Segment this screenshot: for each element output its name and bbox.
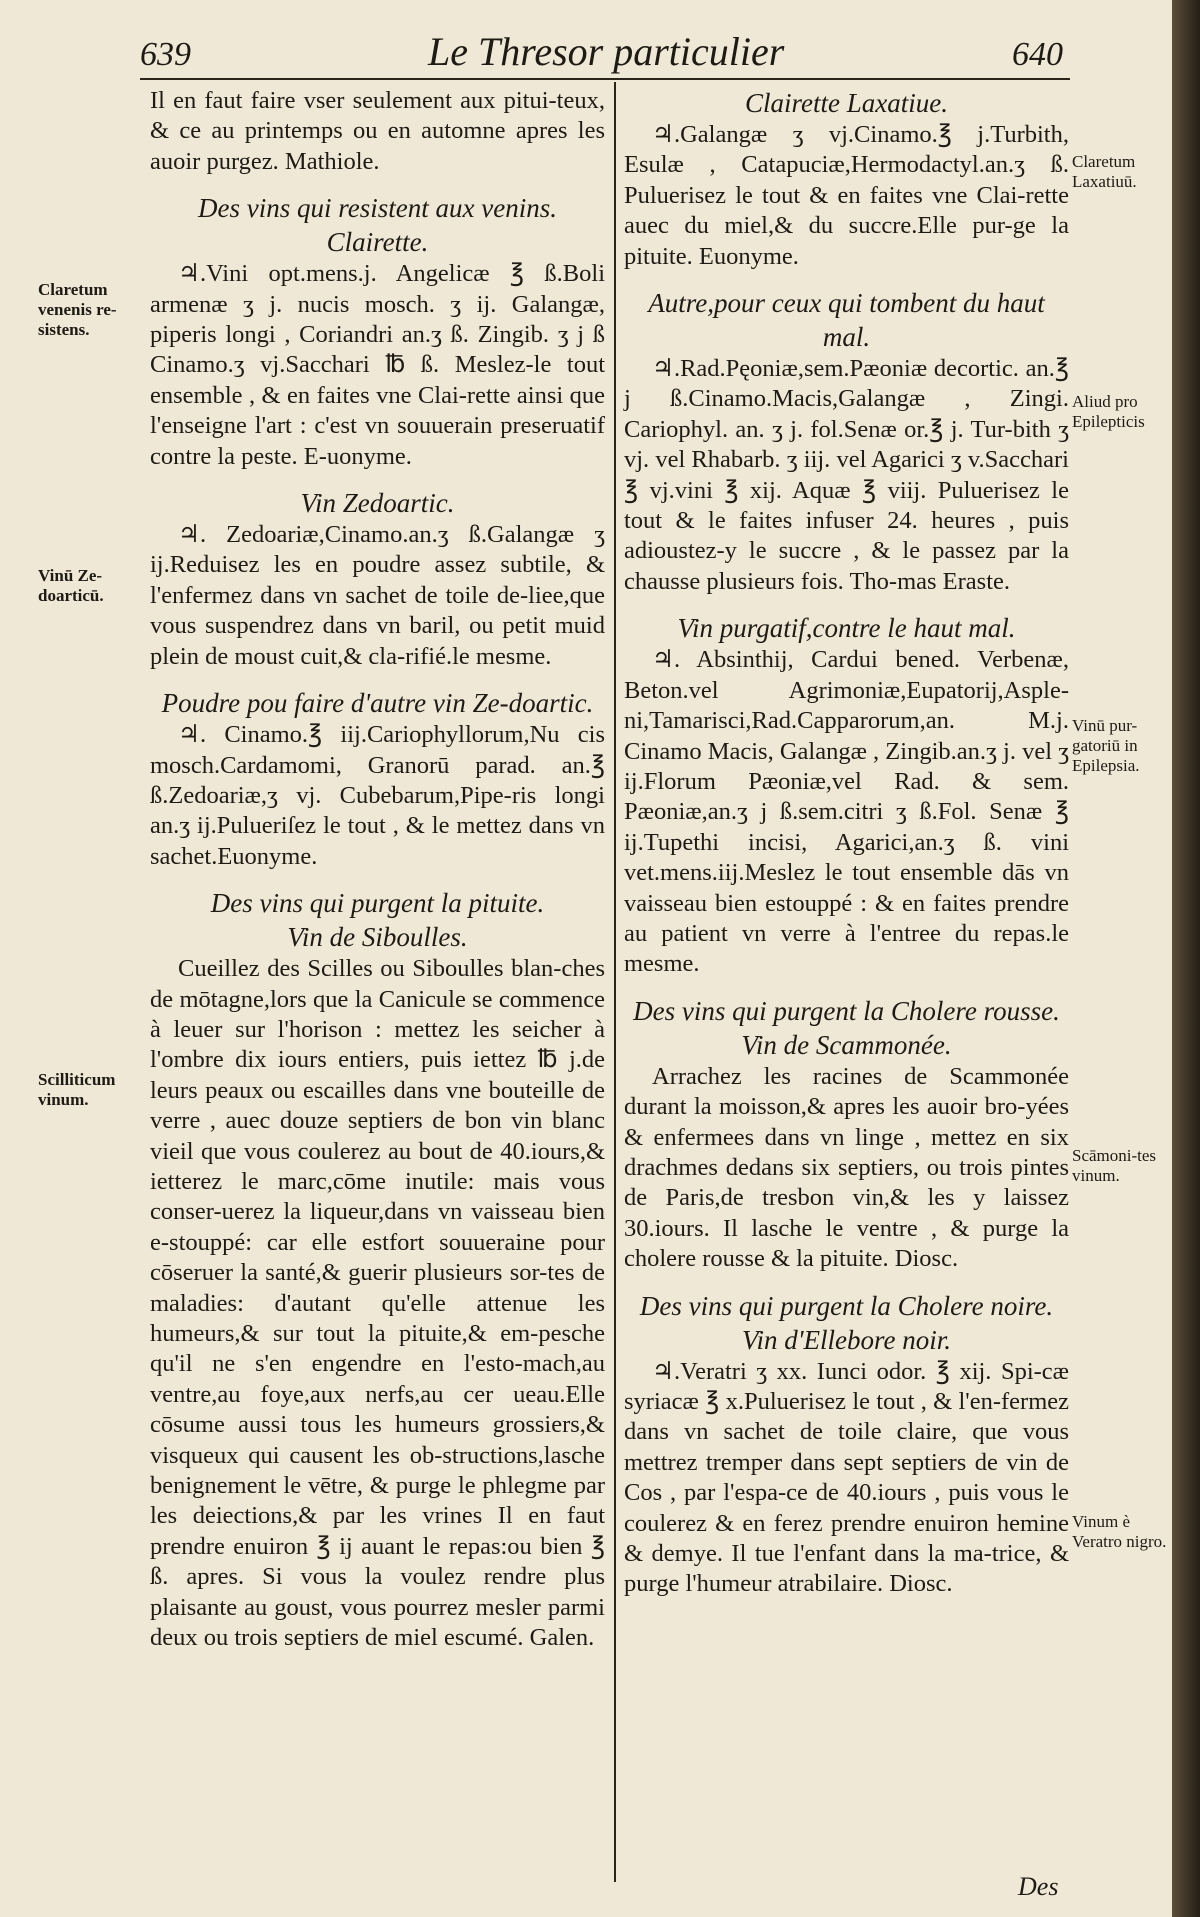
para-vin-siboulles: Cueillez des Scilles ou Siboulles blan-ches de mōtagne,lors que la Canicule se commence à leuer sur l'horison : mettez les seicher à l'ombre dix iours entiers, puis iettez ℔ j.de leurs peaux ou escailles dans vne bouteille de verre , auec douze septiers de bon vin blanc vieil que vous coulerez au bout de 40.iours,& ietterez le marc,cōme inutile: mais vous conser-uerez la liqueur,dans vn vaisseau bien e-stouppé: car elle estfort souueraine pour cōseruer la santé,& guerir plusieurs sor-tes de maladies: d'autant qu'elle attenue les humeurs,& sur tout la pituite,& em-pesche qu'il ne s'en engendre en l'esto-mach,au ventre,au foye,aux nerfs,au cer ueau.Elle cōsume aussi tous les humeurs grossiers,& visqueux qui causent les ob-structions,lasche benignement le vētre, & purge le phlegme par les deiections,& par les vrines Il en faut prendre enuiron ℥ ij auant le repas:ou bien ℥ ß. apres. Si vous la voulez rendre plus plaisante au goust, vous pourrez mesler parmi deux ou trois septiers de miel escumé. Galen. [150, 955, 605, 1652]
para-poudre-zedoartic: ♃. Cinamo.℥ iij.Cariophyllorum,Nu cis mosch.Cardamomi, Granorū parad. an.℥ ß.Zedoariæ,ʒ vj. Cubebarum,Pipe-ris longi an.ʒ ij.Pulueriſez le tout , & le mettez dans vn sachet.Euonyme. [150, 721, 605, 870]
margin-note-vinum-purgatorium: Vinū pur-gatoriū in Epilepsia. [1072, 716, 1140, 775]
heading-haut-mal: Autre,pour ceux qui tombent du haut mal. [648, 288, 1045, 353]
para-vin-zedoartic: ♃. Zedoariæ,Cinamo.an.ʒ ß.Galangæ ʒ ij.Reduisez les en poudre assez subtile, & l'enfermez dans vn sachet de toile de-liee,que vous suspendrez dans vn baril, ou petit muid plein de moust cuit,& cla-rifié.le mesme. [150, 521, 605, 670]
heading-clairette-laxatiue: Clairette Laxatiue. [745, 88, 948, 118]
heading-vins-venins: Des vins qui resistent aux venins. [198, 193, 557, 224]
para-vin-purgatif: ♃. Absinthij, Cardui bened. Verbenæ, Beton.vel Agrimoniæ,Eupatorij,Asple-ni,Tamarisci,Rad.Capparorum,an. M.j. Cinamo Macis, Galangæ , Zingib.an.ʒ j. vel ʒ ij.Florum Pæoniæ,vel Rad. & sem. Pæoniæ,an.ʒ j ß.sem.citri ʒ ß.Fol. Senæ ℥ ij.Tupethi incisi, Agarici,an.ʒ ß. vini vet.mens.iij.Meslez le tout ensemble dās vn vaisseau bien estouppé : & en faites prendre au patient vn verre à l'entree du repas.le mesme. [624, 646, 1069, 978]
margin-note-aliud-epilepticis: Aliud pro Epilepticis [1072, 392, 1145, 431]
margin-note-claretum-laxatiuum: Claretum Laxatiuū. [1072, 152, 1137, 191]
margin-note-vinum-veratro: Vinum è Veratro nigro. [1072, 1512, 1167, 1551]
heading-clairette: Clairette. [326, 227, 429, 258]
running-title: Le Thresor particulier [428, 29, 785, 74]
heading-vin-siboulles: Vin de Siboulles. [287, 922, 468, 953]
margin-note-scilliticum: Scilliticum vinum. [38, 1070, 116, 1109]
para-clairette: ♃.Vini opt.mens.j. Angelicæ ℥ ß.Boli armenæ ʒ j. nucis mosch. ʒ ij. Galangæ, piperis longi , Coriandri an.ʒ ß. Zingib. ʒ j ß Cinamo.ʒ vj.Sacchari ℔ ß. Meslez-le tout ensemble , & en faites vne Clai-rette ainsi que l'enseigne l'art : c'est vn souuerain preseruatif contre la peste. E-uonyme. [150, 260, 605, 470]
left-column [150, 86, 605, 1653]
book-spine-edge [1172, 0, 1200, 1917]
heading-cholere-noire: Des vins qui purgent la Cholere noire. [639, 1290, 1054, 1321]
catchword: Des [1018, 1872, 1059, 1901]
right-page-number: 640 [1012, 36, 1063, 73]
heading-vin-ellebore: Vin d'Ellebore noir. [742, 1324, 951, 1355]
heading-vin-scammonee: Vin de Scammonée. [741, 1029, 952, 1060]
heading-vin-zedoartic: Vin Zedoartic. [300, 488, 455, 519]
para-clairette-laxatiue: ♃.Galangæ ʒ vj.Cinamo.℥ j.Turbith, Esulæ , Catapuciæ,Hermodactyl.an.ʒ ß. Puluerisez le tout & en faites vne Clai-rette auec du miel,& du succre.Elle pur-ge la pituite. Euonyme. [624, 121, 1069, 270]
right-column [624, 86, 1069, 1600]
para-haut-mal: ♃.Rad.Pęoniæ,sem.Pæoniæ decortic. an.℥ j ß.Cinamo.Macis,Galangæ , Zingi. Cariophyl. an. ʒ j. fol.Senæ or.℥ j. Tur-bith ʒ vj. vel Rhabarb. ʒ iij. vel Agarici ʒ v.Sacchari ℥ vj.vini ℥ xij. Aquæ ℥ viij. Puluerisez le tout & le faites infuser 24. heures , puis adioustez-y le succre , & le passez par la chausse plusieurs fois. Tho-mas Eraste. [624, 355, 1069, 595]
column-divider [614, 82, 616, 1882]
para-vin-scammonee: Arrachez les racines de Scammonée durant la moisson,& apres les auoir bro-yées & enfermees dans vn linge , mettez en six drachmes dedans six septiers, ou trois pintes de Paris,de tresbon vin,& les y laissez 30.iours. Il lasche le ventre , & purge la cholere rousse & la pituite. Diosc. [624, 1062, 1069, 1273]
heading-vin-purgatif: Vin purgatif,contre le haut mal. [677, 613, 1016, 644]
heading-cholere-rousse: Des vins qui purgent la Cholere rousse. [633, 995, 1060, 1026]
heading-vins-pituite: Des vins qui purgent la pituite. [210, 888, 545, 919]
para-vin-ellebore: ♃.Veratri ʒ xx. Iunci odor. ℥ xij. Spi-cæ syriacæ ℥ x.Puluerisez le tout , & l'en-fermez dans vn sachet de toile claire, que vous mettrez tremper dans sept septiers de vin de Cos , par l'espa-ce de 40.iours , puis vous le coulerez & en ferez prendre enuiron hemine & demye. Il tue l'enfant dans la ma-trice, & purge l'humeur atrabilaire. Diosc. [624, 1357, 1069, 1598]
left-page-number: 639 [140, 36, 191, 73]
header-rule [140, 78, 1070, 80]
margin-note-claretum: Claretum venenis re-sistens. [38, 280, 117, 339]
heading-poudre-zedoartic: Poudre pou faire d'autre vin Ze-doartic. [161, 688, 594, 719]
margin-note-vinum-zedoarticum: Vinū Ze-doarticū. [38, 566, 104, 605]
margin-note-scamonites: Scāmoni-tes vinum. [1072, 1146, 1157, 1185]
left-intro: Il en faut faire vser seulement aux pitui-teux, & ce au printemps ou en automne apres les auoir purgez. Mathiole. [150, 87, 605, 175]
